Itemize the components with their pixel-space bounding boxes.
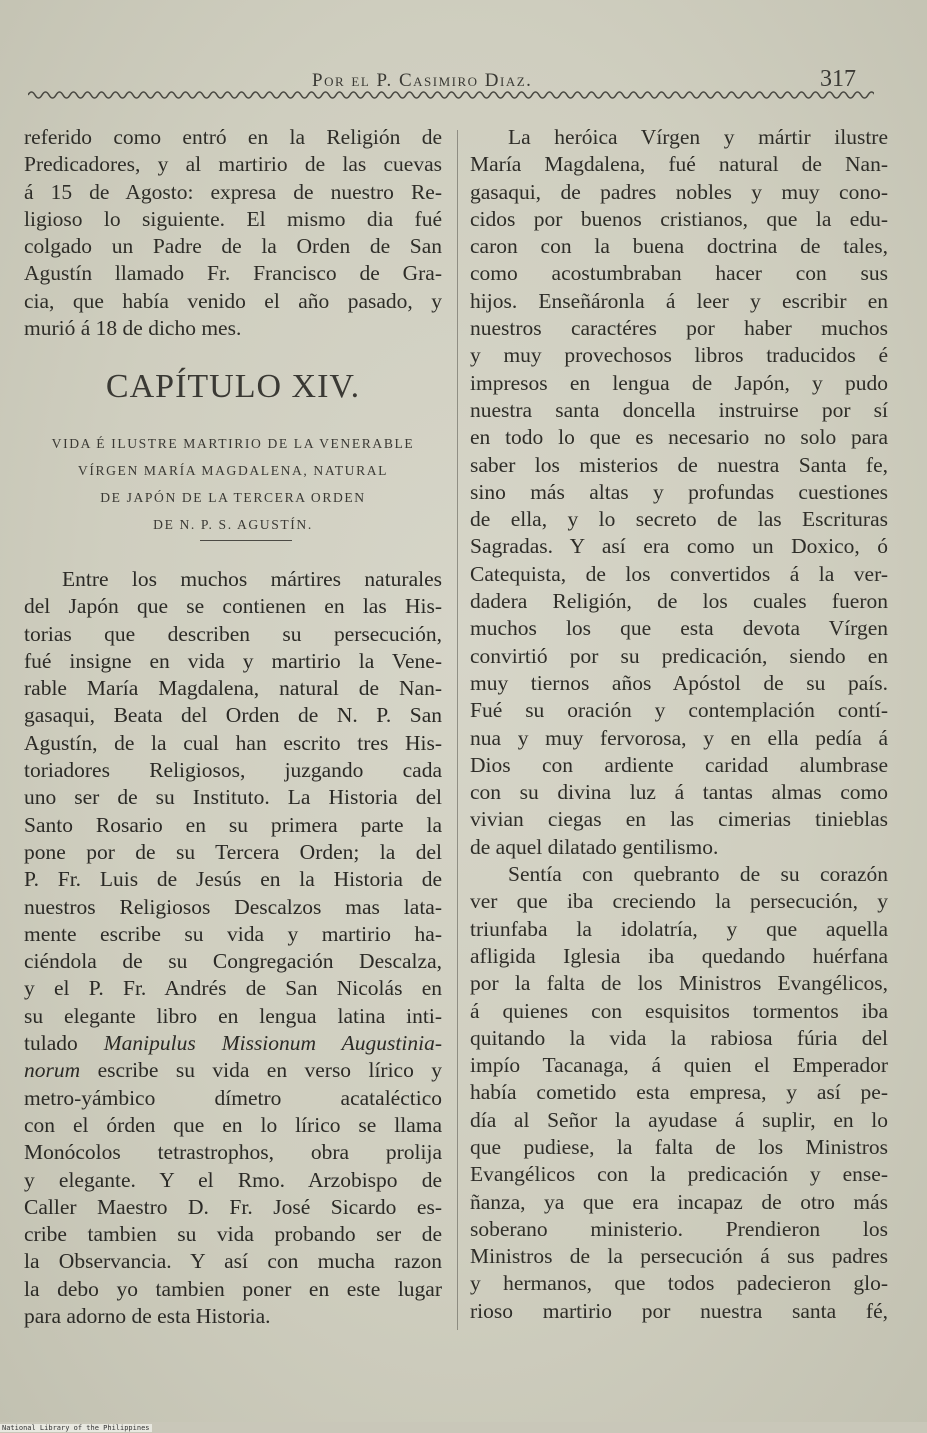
text-line-with-italic-title	[24, 1057, 442, 1084]
text-line: y hermanos, que todos padecieron glo-	[470, 1271, 888, 1296]
text-line: nuestros Religiosos Descalzos mas lata-	[24, 894, 442, 919]
text-line: rioso martirio por nuestra santa fé,	[470, 1298, 888, 1323]
text-line: gasaqui, de padres nobles y muy cono-	[470, 179, 888, 204]
text-line: triunfaba la idolatría, y que aquella	[470, 916, 888, 941]
page-number: 317	[820, 66, 856, 92]
italic-book-title-end: norum	[24, 1058, 81, 1083]
text-line-with-italic-title	[24, 1030, 442, 1057]
text-line: cribe tambien su vida probando ser de	[24, 1222, 442, 1247]
text-line: nuestra santa doncella instruirse por sí	[470, 397, 888, 422]
text-line: convirtió por su predicación, siendo en	[470, 643, 888, 668]
text-line: cia, que había venido el año pasado, y	[24, 288, 442, 313]
text-line: fué insigne en vida y martirio la Vene-	[24, 648, 442, 673]
text-line: La heróica Vírgen y mártir ilustre	[508, 125, 888, 149]
text-line: vivian ciegas en las cimerias tinieblas	[470, 807, 888, 832]
right-column-body	[470, 124, 888, 1325]
text-line: y elegante. Y el Rmo. Arzobispo de	[24, 1167, 442, 1192]
text-line: Entre los muchos mártires naturales	[62, 567, 442, 591]
subtitle-line: VIDA É ILUSTRE MARTIRIO DE LA VENERABLE	[51, 436, 415, 451]
text-line: quitando la vida la rabiosa fúria del	[470, 1025, 888, 1050]
text-line: sino más altas y profundas cuestiones	[470, 479, 888, 504]
scan-credit: National Library of the Philippines	[2, 1424, 150, 1432]
text-line: y muy provechosos libros traducidos é	[470, 343, 888, 368]
text-line: la debo yo tambien poner en este lugar	[24, 1276, 442, 1301]
text-line: ciéndola de su Congregación Descalza,	[24, 949, 442, 974]
text-line: Agustín llamado Fr. Francisco de Gra-	[24, 261, 442, 286]
text-line: caron con la buena doctrina de tales,	[470, 234, 888, 259]
text-line: Fué su oración y contemplación contí-	[470, 698, 888, 723]
text-line: día al Señor la ayudase á suplir, en lo	[470, 1107, 888, 1132]
text-line: mente escribe su vida y martirio ha-	[24, 921, 442, 946]
text-line: por la falta de los Ministros Evangélicos,	[470, 971, 888, 996]
text-line: impresos en lengua de Japón, y pudo	[470, 370, 888, 395]
text-line: que pudiese, la falta de los Ministros	[470, 1134, 888, 1159]
text-line: Monócolos tetrastrophos, obra prolija	[24, 1140, 442, 1165]
text-line: uno ser de su Instituto. La Historia del	[24, 785, 442, 810]
text-line: Catequista, de los convertidos á la ver-	[470, 561, 888, 586]
subtitle-line: VÍRGEN MARÍA MAGDALENA, NATURAL	[77, 463, 389, 478]
text-line: afligida Iglesia iba quedando huérfana	[470, 943, 888, 968]
subtitle-line: DE JAPÓN DE LA TERCERA ORDEN	[100, 490, 366, 505]
section-rule	[200, 540, 292, 541]
text-line: colgado un Padre de la Orden de San	[24, 234, 442, 259]
text-line: rable María Magdalena, natural de Nan-	[24, 676, 442, 701]
running-title: Por el P. Casimiro Diaz.	[312, 70, 533, 91]
text-line: en todo lo que es necesario no solo para	[470, 425, 888, 450]
text-line: ligioso lo siguiente. El mismo dia fué	[24, 206, 442, 231]
chapter-subtitle	[24, 430, 442, 538]
text-line: P. Fr. Luis de Jesús en la Historia de	[24, 867, 442, 892]
text-line: Agustín, de la cual han escrito tres His-	[24, 730, 442, 755]
text-line: como acostumbraban hacer con sus	[470, 261, 888, 286]
text-line: Evangélicos con la predicación y ense-	[470, 1162, 888, 1187]
text-line: gasaqui, Beata del Orden de N. P. San	[24, 703, 442, 728]
text-line: á 15 de Agosto: expresa de nuestro Re-	[24, 179, 442, 204]
text-line: Ministros de la persecución á sus padres	[470, 1244, 888, 1269]
text-line: cidos por buenos cristianos, que la edu-	[470, 206, 888, 231]
text-line: muy tiernos años Apóstol de su país.	[470, 670, 888, 695]
text-line: pone por de su Tercera Orden; la del	[24, 839, 442, 864]
italic-book-title: Manipulus Missionum Augustinia-	[103, 1031, 442, 1056]
text-line: toriadores Religiosos, juzgando cada	[24, 758, 442, 783]
text-line: con su divina luz á tantas almas como	[470, 780, 888, 805]
text-line: hijos. Enseñáronla á leer y escribir en	[470, 288, 888, 313]
text-line: y el P. Fr. Andrés de San Nicolás en	[24, 976, 442, 1001]
text-line: torias que describen su persecución,	[24, 621, 442, 646]
text-line: muchos los que esta devota Vírgen	[470, 616, 888, 641]
text-line: Predicadores, y al martirio de las cuevas	[24, 152, 442, 177]
text-line: metro-yámbico dímetro acataléctico	[24, 1085, 442, 1110]
text-line: á quienes con esquisitos tormentos iba	[470, 998, 888, 1023]
text-line: de aquel dilatado gentilismo.	[470, 834, 719, 859]
text-line: Sagradas. Y así era como un Doxico, ó	[470, 534, 888, 559]
text-line: Santo Rosario en su primera parte la	[24, 812, 442, 837]
text-line: de ella, y lo secreto de las Escrituras	[470, 507, 888, 532]
text-line: ver que iba creciendo la persecución, y	[470, 889, 888, 914]
text-line: Sentía con quebranto de su corazón	[508, 862, 888, 887]
text-line: murió á 18 de dicho mes.	[24, 316, 242, 341]
text-line: impío Tacanaga, á quien el Emperador	[470, 1053, 888, 1078]
text-line: soberano ministerio. Prendieron los	[470, 1216, 888, 1241]
text-line: Caller Maestro D. Fr. José Sicardo es-	[24, 1194, 442, 1219]
text-line: saber los misterios de nuestra Santa fe,	[470, 452, 888, 477]
text-line: Dios con ardiente caridad alumbrase	[470, 752, 888, 777]
text-line: nua y muy fervorosa, y en ella pedía á	[470, 725, 888, 750]
text-line: había cometido esta empresa, y así pe-	[470, 1080, 888, 1105]
text-line: con el órden que en lo lírico se llama	[24, 1112, 442, 1137]
text-line: su elegante libro en lengua latina inti-	[24, 1003, 442, 1028]
text-line: ñanza, ya que era incapaz de otro más	[470, 1189, 888, 1214]
text-line: la Observancia. Y así con mucha razon	[24, 1249, 442, 1274]
text-line: referido como entró en la Religión de	[24, 125, 442, 149]
column-divider	[457, 130, 458, 1330]
chapter-title: CAPÍTULO XIV.	[105, 368, 361, 405]
text-line: del Japón que se contienen en las His-	[24, 594, 442, 619]
text-line: nuestros caractéres por haber muchos	[470, 316, 888, 341]
text-line: María Magdalena, fué natural de Nan-	[470, 152, 888, 177]
decorative-wavy-rule	[28, 88, 874, 102]
left-column-chapter-body	[24, 566, 442, 1330]
text-fragment: escribe su vida en verso lírico y	[80, 1058, 442, 1083]
text-line: dadera Religión, de los cuales fueron	[470, 589, 888, 614]
text-fragment: tulado	[24, 1031, 104, 1056]
subtitle-line: DE N. P. S. AGUSTÍN.	[153, 517, 313, 532]
text-line: para adorno de esta Historia.	[24, 1304, 271, 1329]
left-column-top-paragraph	[24, 124, 442, 342]
